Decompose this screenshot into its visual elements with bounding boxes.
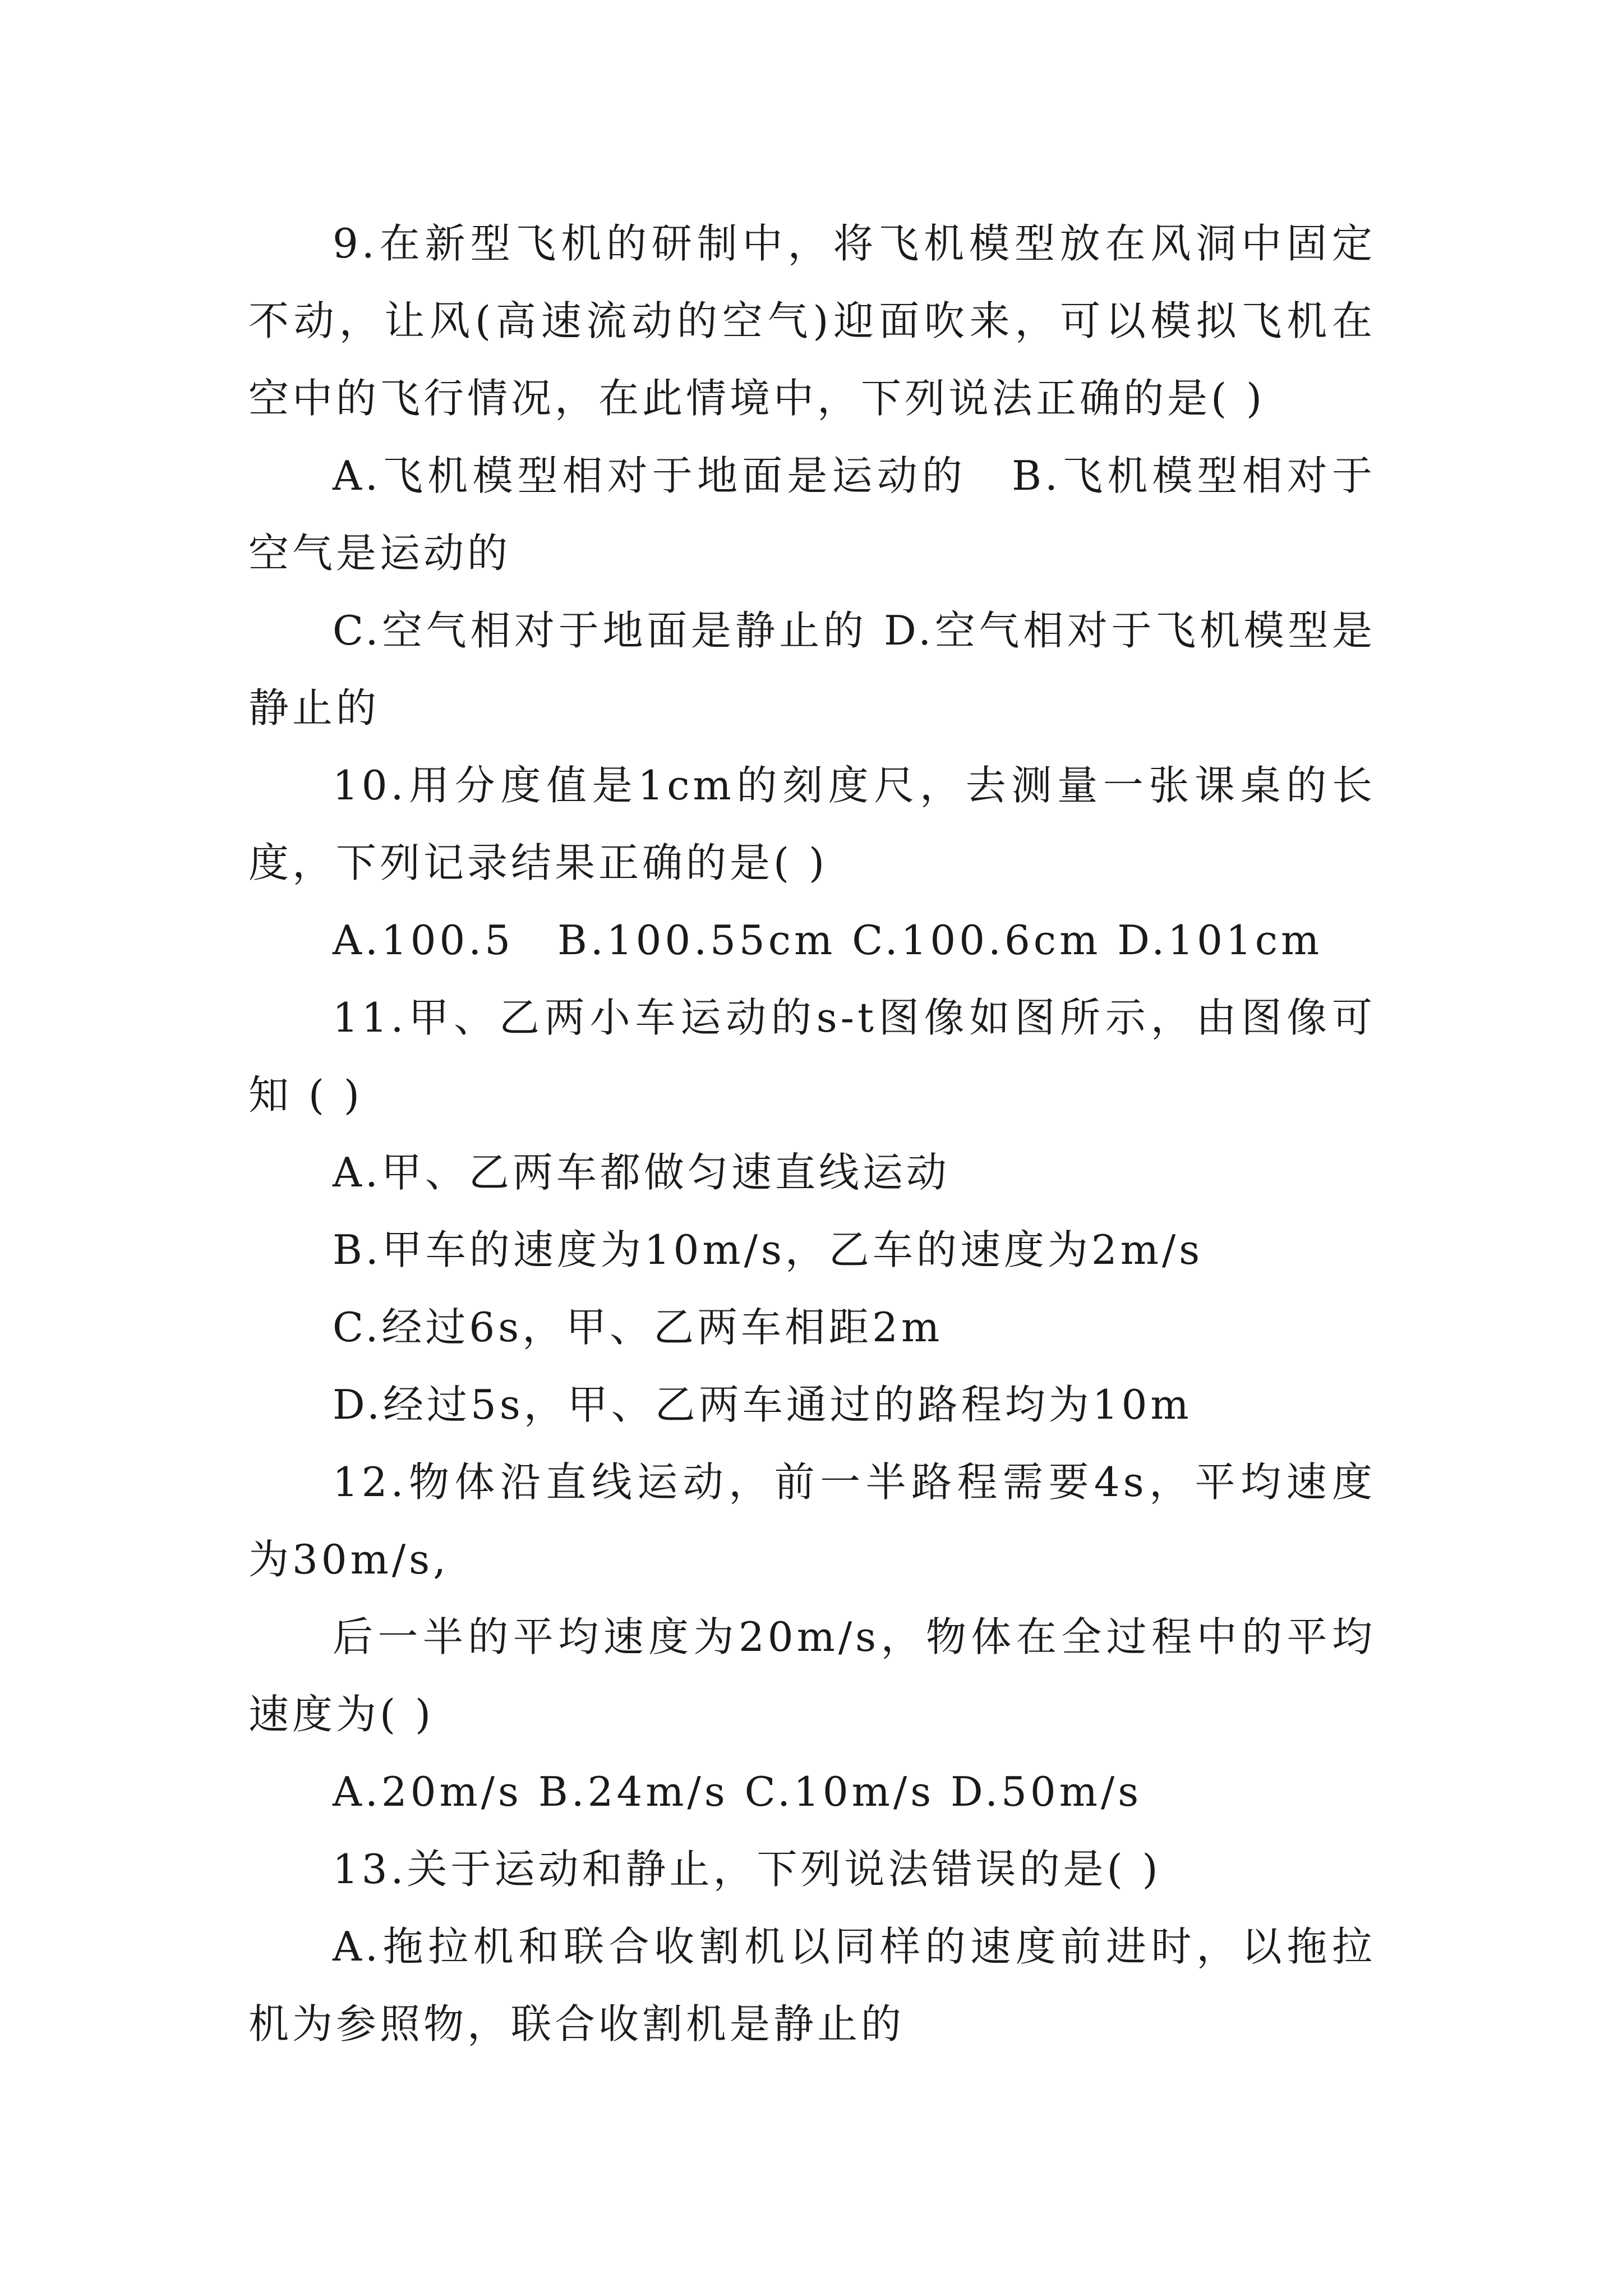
question-9-options-cd: C.空气相对于地面是静止的 D.空气相对于飞机模型是静止的 [248, 607, 1376, 731]
question-12-stem-part-1: 12.物体沿直线运动，前一半路程需要4s，平均速度为30m/s, [248, 1458, 1376, 1583]
question-11-stem: 11.甲、乙两小车运动的s-t图像如图所示，由图像可知 ( ) [248, 994, 1376, 1119]
question-11-option-a: A.甲、乙两车都做匀速直线运动 [333, 1149, 950, 1196]
question-10-stem: 10.用分度值是1cm的刻度尺，去测量一张课桌的长度，下列记录结果正确的是( ) [248, 762, 1376, 886]
question-12-stem-part-2: 后一半的平均速度为20m/s，物体在全过程中的平均速度为( ) [248, 1613, 1376, 1738]
question-9-options-ab: A.飞机模型相对于地面是运动的 B.飞机模型相对于空气是运动的 [248, 452, 1376, 577]
question-11-option-b: B.甲车的速度为10m/s，乙车的速度为2m/s [333, 1226, 1204, 1273]
question-9-stem: 9.在新型飞机的研制中，将飞机模型放在风洞中固定不动，让风(高速流动的空气)迎面吹来，可以模拟飞机在空中的飞行情况，在此情境中，下列说法正确的是( ) [248, 220, 1376, 422]
question-11-option-d: D.经过5s，甲、乙两车通过的路程均为10m [333, 1381, 1192, 1428]
question-13-stem: 13.关于运动和静止，下列说法错误的是( ) [333, 1846, 1161, 1893]
question-12-options: A.20m/s B.24m/s C.10m/s D.50m/s [333, 1768, 1142, 1815]
question-11-option-c: C.经过6s，甲、乙两车相距2m [333, 1304, 943, 1351]
question-13-option-a: A.拖拉机和联合收割机以同样的速度前进时，以拖拉机为参照物，联合收割机是静止的 [248, 1923, 1376, 2047]
question-10-options: A.100.5 B.100.55cm C.100.6cm D.101cm [333, 917, 1323, 964]
document-body [248, 205, 1376, 2063]
